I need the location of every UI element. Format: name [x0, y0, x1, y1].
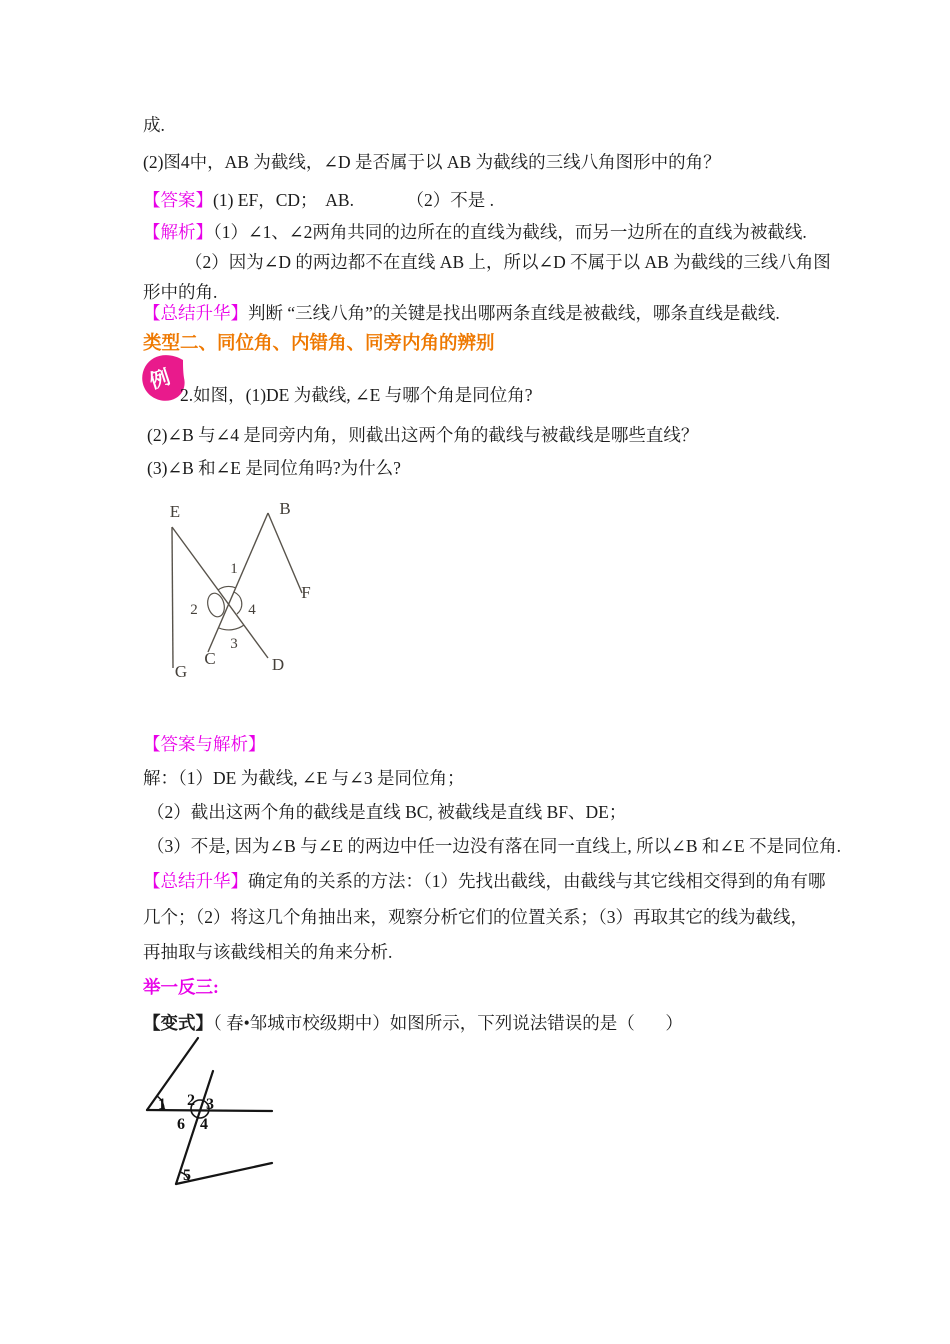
angle-label-3: 3 — [206, 1096, 214, 1113]
line-B-F — [268, 513, 302, 593]
analysis-text: （1）∠1、∠2两角共同的边所在的直线为截线，而另一边所在的直线为被截线. — [213, 222, 807, 242]
point-label-G: G — [174, 662, 188, 681]
angle-label-4: 4 — [248, 602, 256, 618]
summary-2-label: 【总结升华】 — [143, 871, 248, 891]
angle-label-5: 5 — [183, 1167, 191, 1184]
angle-4-arc — [234, 592, 242, 614]
angle-label-1: 1 — [230, 561, 238, 577]
summary-2-line-1 — [143, 871, 826, 893]
point-label-D: D — [271, 655, 285, 674]
figure-three-lines-eight-angles — [150, 495, 330, 690]
solution-line-2: （2）截出这两个角的截线是直线 BC, 被截线是直线 BF、DE； — [147, 802, 627, 822]
analysis-label: 【解析】 — [143, 222, 213, 242]
angle-label-1: 1 — [158, 1096, 166, 1113]
point-label-F: F — [301, 583, 311, 602]
angle-label-4: 4 — [200, 1116, 208, 1133]
angle-label-6: 6 — [177, 1116, 185, 1133]
solution-line-1: 解：（1）DE 为截线, ∠E 与∠3 是同位角； — [143, 768, 465, 788]
summary-1-label: 【总结升华】 — [143, 303, 248, 323]
summary-2-line-2: 几个；（2）将这几个角抽出来，观察分析它们的位置关系；（3）再取其它的线为截线， — [143, 907, 808, 927]
answer-analysis-label: 【答案与解析】 — [143, 734, 266, 754]
example2-question-3: (3)∠B 和∠E 是同位角吗?为什么? — [147, 458, 401, 478]
angle-label-3: 3 — [230, 636, 238, 652]
angle-1-arc — [218, 586, 236, 590]
line-B-C — [208, 513, 268, 652]
summary-1-line — [143, 303, 780, 325]
analysis-line — [143, 222, 807, 244]
solution-line-3: （3）不是, 因为∠B 与∠E 的两边中任一边没有落在同一直线上, 所以∠B 和∠E 不是同位角. — [147, 836, 841, 856]
analysis-continued-2: 形中的角. — [143, 282, 218, 302]
figure-variation-angles — [140, 1030, 290, 1200]
question-1-part2: (2)图4中，AB 为截线，∠D 是否属于以 AB 为截线的三线八角图形中的角？ — [143, 152, 721, 172]
answer-text: (1) EF，CD； AB. （2）不是 . — [213, 190, 494, 210]
angle-label-2: 2 — [190, 602, 198, 618]
answer-line — [143, 190, 494, 212]
answer-label: 【答案】 — [143, 190, 213, 210]
summary-2-line-3: 再抽取与该截线相关的角来分析. — [143, 942, 393, 962]
point-label-C: C — [204, 649, 216, 668]
example-badge-text: 例 — [147, 366, 173, 394]
point-label-B: B — [279, 499, 291, 518]
point-label-E: E — [169, 502, 181, 521]
variation-heading: 举一反三: — [143, 977, 219, 997]
type2-heading: 类型二、同位角、内错角、同旁内角的辨别 — [143, 334, 495, 354]
analysis-continued-1: （2）因为∠D 的两边都不在直线 AB 上，所以∠D 不属于以 AB 为截线的三线八角图 — [185, 252, 831, 272]
angle-3-arc — [219, 625, 244, 630]
summary-1-text: 判断 “三线八角”的关键是找出哪两条直线是被截线，哪条直线是截线. — [248, 303, 780, 323]
paragraph-cheng: 成. — [143, 115, 165, 135]
angle-label-2: 2 — [187, 1092, 195, 1109]
example2-question-2: (2)∠B 与∠4 是同旁内角，则截出这两个角的截线与被截线是哪些直线？ — [147, 425, 699, 445]
variation-label: 【变式】 — [143, 1013, 213, 1033]
summary-2-text: 确定角的关系的方法：（1）先找出截线，由截线与其它线相交得到的角有哪 — [248, 871, 826, 891]
example2-question-1: 2.如图，(1)DE 为截线, ∠E 与哪个角是同位角? — [180, 385, 533, 405]
line-E-G — [172, 527, 173, 668]
variation-text: （ 春•邹城市校级期中）如图所示，下列说法错误的是（ ） — [213, 1013, 683, 1033]
